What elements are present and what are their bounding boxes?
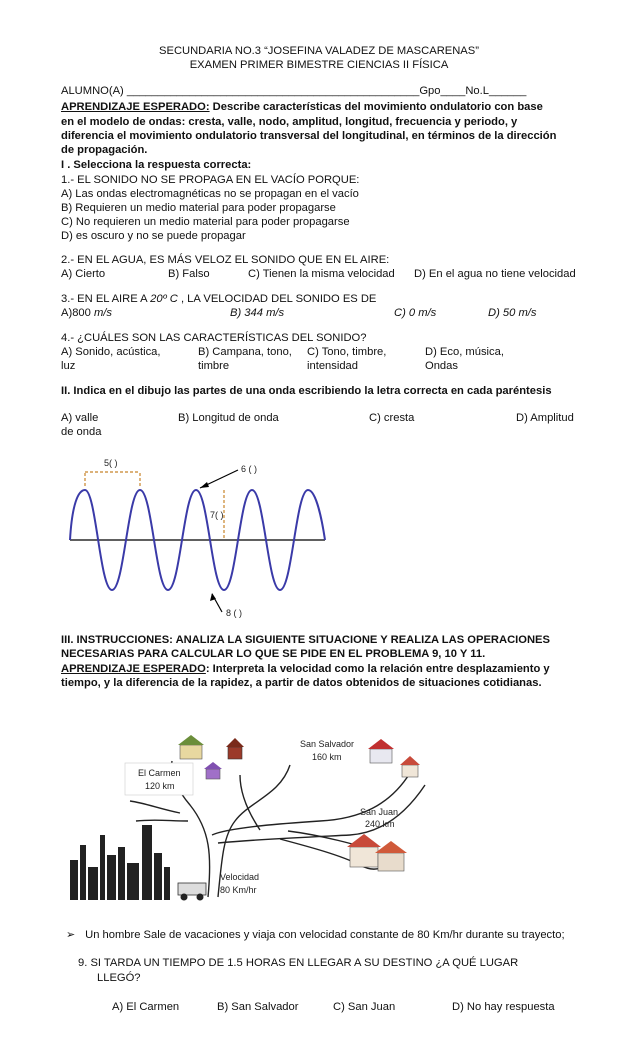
- question-9: 9. SI TARDA UN TIEMPO DE 1.5 HORAS EN LLEGAR A SU DESTINO ¿A QUÉ LUGAR: [78, 957, 519, 969]
- q4-option-d-cont: Ondas: [425, 360, 458, 372]
- section-1-title: I . Selecciona la respuesta correcta:: [61, 159, 252, 171]
- velocity-label: Velocidad: [220, 872, 260, 882]
- student-line: ALUMNO(A) _______________________________________________Gpo____No.L______: [61, 85, 527, 97]
- q3-option-value: m/s: [93, 307, 112, 319]
- q4-option-a: A) Sonido, acústica,: [61, 346, 161, 358]
- q9-option-d: D) No hay respuesta: [452, 1001, 555, 1013]
- city-skyline-icon: [70, 825, 170, 900]
- q2-option-c: C) Tienen la misma velocidad: [248, 268, 395, 280]
- q4-option-c-cont: intensidad: [307, 360, 359, 372]
- wave-label-7: 7( ): [210, 510, 224, 520]
- learning-label: APRENDIZAJE ESPERADO: [61, 663, 206, 675]
- school-title: SECUNDARIA NO.3 “JOSEFINA VALADEZ DE MASCARENAS”: [159, 45, 479, 57]
- section-3-title-cont: NECESARIAS PARA CALCULAR LO QUE SE PIDE EN EL PROBLEMA 9, 10 Y 11.: [61, 648, 486, 660]
- q4-option-b: B) Campana, tono,: [198, 346, 292, 358]
- arrow-bullet-icon: ➢: [66, 929, 76, 941]
- house-icon: [178, 735, 204, 759]
- q1-option-b: B) Requieren un medio material para poder propagarse: [61, 202, 336, 214]
- learning-objective-2: [61, 662, 550, 676]
- q3-option-c: [394, 306, 436, 320]
- house-icon: [226, 738, 244, 759]
- san-salvador-distance: 160 km: [312, 752, 342, 762]
- san-juan-distance: 240 km: [365, 819, 395, 829]
- q3-option-label: D): [488, 307, 503, 319]
- s2-option-d-cont: de onda: [61, 426, 102, 438]
- question-9-cont: LLEGÓ?: [97, 972, 141, 984]
- san-juan-label: San Juan: [360, 807, 399, 817]
- q4-option-d: D) Eco, música,: [425, 346, 504, 358]
- q9-option-b: B) San Salvador: [217, 1001, 299, 1013]
- wave-diagram: [60, 450, 380, 620]
- q3-text-a: 3.- EN EL AIRE A: [61, 293, 151, 305]
- question-1: 1.- EL SONIDO NO SE PROPAGA EN EL VACÍO PORQUE:: [61, 174, 360, 186]
- learning-line: en el modelo de ondas: cresta, valle, nodo, amplitud, longitud, frecuencia y periodo, y: [61, 116, 518, 128]
- s2-option-b: B) Longitud de onda: [178, 412, 279, 424]
- q2-option-a: A) Cierto: [61, 268, 106, 280]
- section-2-title: II. Indica en el dibujo las partes de una onda escribiendo la letra correcta en cada paréntesis: [61, 385, 552, 397]
- s2-option-a: A) valle: [61, 412, 99, 424]
- scenario-bullet: [66, 928, 636, 942]
- wave-label-8: 8 ( ): [226, 608, 243, 618]
- q9-option-c: C) San Juan: [333, 1001, 396, 1013]
- q3-option-value: 0 m/s: [408, 307, 437, 319]
- route-map: [60, 735, 520, 910]
- q2-option-b: B) Falso: [168, 268, 210, 280]
- arrowhead-icon: [200, 482, 209, 488]
- q3-option-b: [230, 306, 284, 320]
- house-icon: [368, 739, 394, 763]
- learning-line: tiempo, y la diferencia de la rapidez, a partir de datos obtenidos de situaciones cotidianas.: [61, 677, 542, 689]
- velocity-value: 80 Km/hr: [220, 885, 257, 895]
- car-icon: [178, 883, 206, 901]
- learning-line: de propagación.: [61, 144, 148, 156]
- q3-option-value: 344 m/s: [244, 307, 285, 319]
- q4-option-b-cont: timbre: [198, 360, 230, 372]
- house-icon: [347, 834, 407, 871]
- learning-line: : Interpreta la velocidad como la relación entre desplazamiento y: [205, 663, 550, 675]
- q1-option-d: D) es oscuro y no se puede propagar: [61, 230, 246, 242]
- learning-label: APRENDIZAJE ESPERADO:: [61, 101, 210, 113]
- q1-option-c: C) No requieren un medio material para poder propagarse: [61, 216, 350, 228]
- wave-label-6: 6 ( ): [241, 464, 258, 474]
- question-4: 4.- ¿CUÁLES SON LAS CARACTERÍSTICAS DEL SONIDO?: [61, 332, 367, 344]
- q2-option-d: D) En el agua no tiene velocidad: [414, 268, 576, 280]
- q3-option-d: [488, 306, 537, 320]
- scenario-text: Un hombre Sale de vacaciones y viaja con velocidad constante de 80 Km/hr durante su trayecto;: [85, 929, 565, 941]
- q1-option-a: A) Las ondas electromagnéticas no se propagan en el vacío: [61, 188, 359, 200]
- q3-temperature: 20º C: [150, 293, 178, 305]
- san-salvador-label: San Salvador: [300, 739, 355, 749]
- question-3: [61, 292, 376, 306]
- el-carmen-label: El Carmen: [138, 768, 181, 778]
- q3-option-label: A)800: [61, 307, 94, 319]
- q3-option-value: 50 m/s: [502, 307, 537, 319]
- exam-title: EXAMEN PRIMER BIMESTRE CIENCIAS II FÍSICA: [189, 59, 449, 71]
- learning-line: diferencia el movimiento ondulatorio transversal del longitudinal, en términos de la dirección: [61, 130, 557, 142]
- q3-option-label: B): [230, 307, 245, 319]
- q3-option-label: C): [394, 307, 409, 319]
- house-icon: [204, 762, 222, 779]
- q4-option-a-cont: luz: [61, 360, 76, 372]
- s2-option-c: C) cresta: [369, 412, 415, 424]
- q4-option-c: C) Tono, timbre,: [307, 346, 387, 358]
- s2-option-d: D) Amplitud: [516, 412, 574, 424]
- wave-label-5: 5( ): [104, 458, 118, 468]
- question-2: 2.- EN EL AGUA, ES MÁS VELOZ EL SONIDO QUE EN EL AIRE:: [61, 254, 390, 266]
- el-carmen-distance: 120 km: [145, 781, 175, 791]
- section-3-title: III. INSTRUCCIONES: ANALIZA LA SIGUIENTE SITUACIONE Y REALIZA LAS OPERACIONES: [61, 634, 550, 646]
- learning-objective-1: [61, 100, 601, 114]
- q9-option-a: A) El Carmen: [112, 1001, 180, 1013]
- learning-line: Describe características del movimiento ondulatorio con base: [209, 101, 543, 113]
- q3-option-a: [61, 306, 112, 320]
- q3-text-b: , LA VELOCIDAD DEL SONIDO ES DE: [177, 293, 377, 305]
- house-icon: [400, 756, 420, 777]
